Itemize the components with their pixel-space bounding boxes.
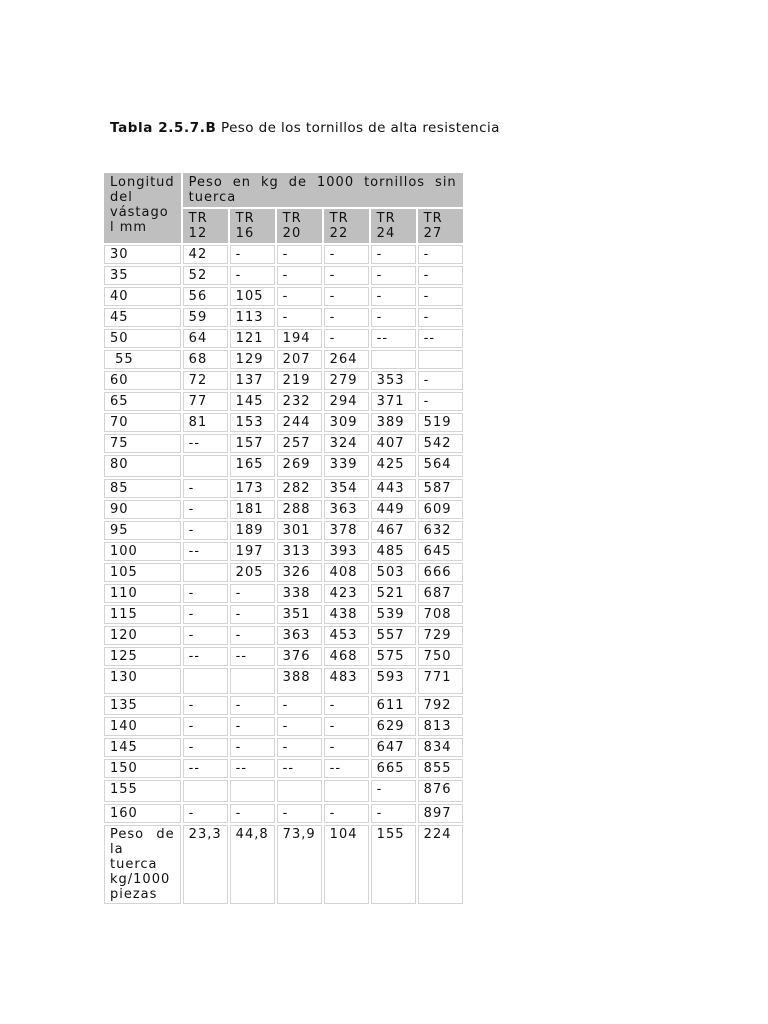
row-header-line: l mm: [110, 220, 148, 235]
table-row: [104, 584, 463, 603]
weight-cell: --: [183, 759, 228, 778]
weight-cell: 309: [324, 413, 369, 432]
weight-cell: 666: [418, 563, 463, 582]
table-row: [104, 521, 463, 540]
weight-cell: --: [230, 759, 275, 778]
column-header-line: 16: [235, 226, 255, 241]
length-cell: 35: [104, 266, 181, 285]
weight-cell: -: [371, 266, 416, 285]
nut-label-line: la: [110, 842, 124, 857]
weight-cell: 165: [230, 455, 275, 477]
weight-cell: [183, 780, 228, 802]
weight-cell: 792: [418, 696, 463, 715]
weight-cell: 353: [371, 371, 416, 390]
weight-cell: 157: [230, 434, 275, 453]
weight-cell: 575: [371, 647, 416, 666]
nut-label-line: kg/1000: [110, 872, 171, 887]
weight-cell: 519: [418, 413, 463, 432]
nut-weight-row: [104, 825, 463, 904]
weight-cell: -: [183, 626, 228, 645]
nut-weight-label: [104, 825, 181, 904]
column-header-line: 12: [188, 226, 208, 241]
weight-cell: -: [230, 245, 275, 264]
nut-label-line: Peso de: [110, 827, 175, 842]
table-row: [104, 605, 463, 624]
weight-cell: --: [183, 434, 228, 453]
length-cell: 45: [104, 308, 181, 327]
weight-cell: 408: [324, 563, 369, 582]
weight-cell: -: [418, 308, 463, 327]
weight-cell: 269: [277, 455, 322, 477]
weight-cell: -: [324, 287, 369, 306]
column-header: [183, 209, 228, 243]
column-header-line: 24: [376, 226, 396, 241]
weight-cell: 449: [371, 500, 416, 519]
weight-cell: -: [183, 584, 228, 603]
weight-cell: 264: [324, 350, 369, 369]
weight-cell: 232: [277, 392, 322, 411]
length-cell: 55: [104, 350, 181, 369]
weight-cell: 539: [371, 605, 416, 624]
weight-cell: -: [277, 287, 322, 306]
table-row: [104, 500, 463, 519]
table-row: [104, 542, 463, 561]
table-row: [104, 804, 463, 823]
weight-cell: -: [324, 717, 369, 736]
weight-cell: -: [277, 696, 322, 715]
column-header-line: TR: [329, 211, 349, 226]
column-header-line: TR: [188, 211, 208, 226]
weight-cell: -: [277, 266, 322, 285]
weight-cell: -: [418, 371, 463, 390]
weight-cell: 876: [418, 780, 463, 802]
table-row: [104, 759, 463, 778]
weight-cell: 363: [277, 626, 322, 645]
weight-cell: 389: [371, 413, 416, 432]
weight-cell: 181: [230, 500, 275, 519]
weight-cell: 105: [230, 287, 275, 306]
weight-cell: -: [183, 738, 228, 757]
weight-cell: 363: [324, 500, 369, 519]
table-caption: [110, 120, 500, 136]
weight-cell: -: [277, 717, 322, 736]
weight-cell: -: [371, 308, 416, 327]
weight-cell: 294: [324, 392, 369, 411]
weight-cell: 521: [371, 584, 416, 603]
weight-cell: -: [418, 245, 463, 264]
weight-cell: 645: [418, 542, 463, 561]
weight-cell: 407: [371, 434, 416, 453]
weight-cell: [183, 455, 228, 477]
weight-cell: 425: [371, 455, 416, 477]
column-header-line: TR: [376, 211, 396, 226]
weight-cell: 423: [324, 584, 369, 603]
nut-weight-cell: 73,9: [277, 825, 322, 904]
length-cell: 120: [104, 626, 181, 645]
weight-cell: 503: [371, 563, 416, 582]
length-cell: 130: [104, 668, 181, 694]
weight-cell: --: [183, 647, 228, 666]
weight-cell: [183, 668, 228, 694]
weight-cell: 467: [371, 521, 416, 540]
weight-cell: 137: [230, 371, 275, 390]
length-cell: 135: [104, 696, 181, 715]
weight-cell: 647: [371, 738, 416, 757]
weight-cell: -: [324, 738, 369, 757]
weight-cell: 687: [418, 584, 463, 603]
weight-cell: --: [324, 759, 369, 778]
weight-cell: 354: [324, 479, 369, 498]
table-row: [104, 266, 463, 285]
weight-cell: 771: [418, 668, 463, 694]
length-cell: 85: [104, 479, 181, 498]
length-cell: 75: [104, 434, 181, 453]
weight-cell: 453: [324, 626, 369, 645]
weight-cell: [418, 350, 463, 369]
weight-cell: -: [183, 804, 228, 823]
length-cell: 105: [104, 563, 181, 582]
length-cell: 90: [104, 500, 181, 519]
weight-cell: 813: [418, 717, 463, 736]
weight-cell: 68: [183, 350, 228, 369]
length-cell: 65: [104, 392, 181, 411]
weight-cell: -: [418, 392, 463, 411]
weight-cell: 81: [183, 413, 228, 432]
column-header: [277, 209, 322, 243]
weight-cell: 288: [277, 500, 322, 519]
column-header: [230, 209, 275, 243]
weight-cell: 443: [371, 479, 416, 498]
weight-cell: 72: [183, 371, 228, 390]
row-header-line: del: [110, 190, 133, 205]
weight-cell: 593: [371, 668, 416, 694]
weight-cell: -: [324, 329, 369, 348]
length-cell: 145: [104, 738, 181, 757]
weight-cell: 145: [230, 392, 275, 411]
weight-cell: 64: [183, 329, 228, 348]
weight-cell: -: [371, 287, 416, 306]
weight-cell: 205: [230, 563, 275, 582]
weight-cell: -: [277, 804, 322, 823]
weight-cell: 609: [418, 500, 463, 519]
weight-cell: -: [277, 308, 322, 327]
length-cell: 40: [104, 287, 181, 306]
table-row: [104, 245, 463, 264]
row-header-line: Longitud: [110, 175, 175, 190]
weight-cell: [230, 668, 275, 694]
weight-cell: 438: [324, 605, 369, 624]
table-row: [104, 696, 463, 715]
weight-cell: --: [277, 759, 322, 778]
table-row: [104, 287, 463, 306]
weight-cell: -: [183, 521, 228, 540]
table-row: [104, 668, 463, 694]
caption-label: Tabla 2.5.7.B: [110, 120, 217, 136]
length-cell: 60: [104, 371, 181, 390]
weight-cell: 542: [418, 434, 463, 453]
weight-cell: 189: [230, 521, 275, 540]
weight-cell: 129: [230, 350, 275, 369]
table-row: [104, 647, 463, 666]
weight-cell: --: [418, 329, 463, 348]
weight-cell: 338: [277, 584, 322, 603]
length-cell: 80: [104, 455, 181, 477]
weight-cell: -: [230, 738, 275, 757]
weight-cell: 77: [183, 392, 228, 411]
length-cell: 100: [104, 542, 181, 561]
weight-cell: -: [183, 605, 228, 624]
group-header-line: tuerca: [188, 190, 237, 205]
column-header-line: 22: [329, 226, 349, 241]
weight-cell: -: [183, 717, 228, 736]
column-header: [324, 209, 369, 243]
weight-cell: [277, 780, 322, 802]
weight-cell: 629: [371, 717, 416, 736]
weight-cell: --: [371, 329, 416, 348]
table-row: [104, 626, 463, 645]
table-row: [104, 780, 463, 802]
weight-cell: 665: [371, 759, 416, 778]
nut-label-line: tuerca: [110, 857, 158, 872]
weight-cell: -: [371, 780, 416, 802]
weight-cell: 376: [277, 647, 322, 666]
weight-cell: -: [230, 696, 275, 715]
weight-cell: [371, 350, 416, 369]
weight-cell: -: [324, 308, 369, 327]
weight-cell: 113: [230, 308, 275, 327]
table-row: [104, 371, 463, 390]
length-cell: 95: [104, 521, 181, 540]
length-cell: 50: [104, 329, 181, 348]
weight-cell: -: [183, 479, 228, 498]
bolt-weight-table: [102, 171, 465, 906]
weight-cell: -: [183, 696, 228, 715]
nut-weight-cell: 224: [418, 825, 463, 904]
length-cell: 150: [104, 759, 181, 778]
weight-cell: 313: [277, 542, 322, 561]
weight-cell: 557: [371, 626, 416, 645]
length-cell: 115: [104, 605, 181, 624]
weight-cell: --: [230, 647, 275, 666]
weight-cell: 59: [183, 308, 228, 327]
length-cell: 125: [104, 647, 181, 666]
weight-cell: 279: [324, 371, 369, 390]
weight-cell: 42: [183, 245, 228, 264]
weight-cell: 483: [324, 668, 369, 694]
weight-cell: 153: [230, 413, 275, 432]
weight-cell: -: [371, 804, 416, 823]
weight-cell: -: [324, 266, 369, 285]
caption-text: Peso de los tornillos de alta resistencia: [221, 120, 500, 136]
weight-cell: 371: [371, 392, 416, 411]
table-row: [104, 350, 463, 369]
weight-cell: 388: [277, 668, 322, 694]
nut-weight-cell: 104: [324, 825, 369, 904]
weight-cell: 52: [183, 266, 228, 285]
weight-cell: 197: [230, 542, 275, 561]
weight-cell: 244: [277, 413, 322, 432]
column-header-line: 27: [423, 226, 443, 241]
weight-cell: -: [230, 266, 275, 285]
weight-cell: 121: [230, 329, 275, 348]
column-header: [418, 209, 463, 243]
column-header-line: TR: [282, 211, 302, 226]
weight-cell: -: [324, 245, 369, 264]
weight-cell: 257: [277, 434, 322, 453]
weight-cell: 587: [418, 479, 463, 498]
weight-cell: 564: [418, 455, 463, 477]
nut-weight-cell: 23,3: [183, 825, 228, 904]
row-header-cell: [104, 173, 181, 243]
weight-cell: 729: [418, 626, 463, 645]
weight-cell: -: [418, 287, 463, 306]
weight-cell: -: [277, 245, 322, 264]
header-row: [104, 173, 463, 207]
weight-cell: [324, 780, 369, 802]
group-header-line: Peso en kg de 1000 tornillos sin: [188, 175, 457, 190]
weight-cell: -: [230, 804, 275, 823]
weight-cell: -: [230, 605, 275, 624]
weight-cell: 468: [324, 647, 369, 666]
length-cell: 110: [104, 584, 181, 603]
weight-cell: 194: [277, 329, 322, 348]
table-row: [104, 738, 463, 757]
weight-cell: [183, 563, 228, 582]
nut-label-line: piezas: [110, 887, 158, 902]
weight-cell: 282: [277, 479, 322, 498]
weight-cell: 351: [277, 605, 322, 624]
weight-cell: 855: [418, 759, 463, 778]
table-row: [104, 329, 463, 348]
table-row: [104, 434, 463, 453]
weight-cell: 393: [324, 542, 369, 561]
weight-cell: [230, 780, 275, 802]
weight-cell: -: [277, 738, 322, 757]
weight-cell: -: [230, 717, 275, 736]
weight-cell: 834: [418, 738, 463, 757]
table-row: [104, 563, 463, 582]
weight-cell: 611: [371, 696, 416, 715]
length-cell: 70: [104, 413, 181, 432]
weight-cell: 339: [324, 455, 369, 477]
weight-cell: 750: [418, 647, 463, 666]
weight-cell: -: [324, 696, 369, 715]
weight-cell: 378: [324, 521, 369, 540]
table-row: [104, 479, 463, 498]
row-header-line: vástago: [110, 205, 169, 220]
column-header: [371, 209, 416, 243]
nut-weight-cell: 155: [371, 825, 416, 904]
weight-cell: 324: [324, 434, 369, 453]
table-row: [104, 392, 463, 411]
weight-cell: --: [183, 542, 228, 561]
weight-cell: -: [230, 626, 275, 645]
weight-cell: 326: [277, 563, 322, 582]
weight-cell: -: [418, 266, 463, 285]
table-row: [104, 717, 463, 736]
column-header-line: TR: [235, 211, 255, 226]
weight-cell: 632: [418, 521, 463, 540]
weight-cell: -: [324, 804, 369, 823]
weight-cell: 708: [418, 605, 463, 624]
length-cell: 160: [104, 804, 181, 823]
length-cell: 140: [104, 717, 181, 736]
table-row: [104, 308, 463, 327]
group-header-cell: [183, 173, 463, 207]
nut-weight-cell: 44,8: [230, 825, 275, 904]
weight-cell: 301: [277, 521, 322, 540]
length-cell: 155: [104, 780, 181, 802]
weight-cell: -: [183, 500, 228, 519]
length-cell: 30: [104, 245, 181, 264]
weight-cell: 485: [371, 542, 416, 561]
column-header-line: 20: [282, 226, 302, 241]
table-row: [104, 413, 463, 432]
weight-cell: -: [230, 584, 275, 603]
weight-cell: 207: [277, 350, 322, 369]
weight-cell: -: [371, 245, 416, 264]
weight-cell: 173: [230, 479, 275, 498]
column-header-line: TR: [423, 211, 443, 226]
weight-cell: 219: [277, 371, 322, 390]
weight-cell: 897: [418, 804, 463, 823]
weight-cell: 56: [183, 287, 228, 306]
table-row: [104, 455, 463, 477]
